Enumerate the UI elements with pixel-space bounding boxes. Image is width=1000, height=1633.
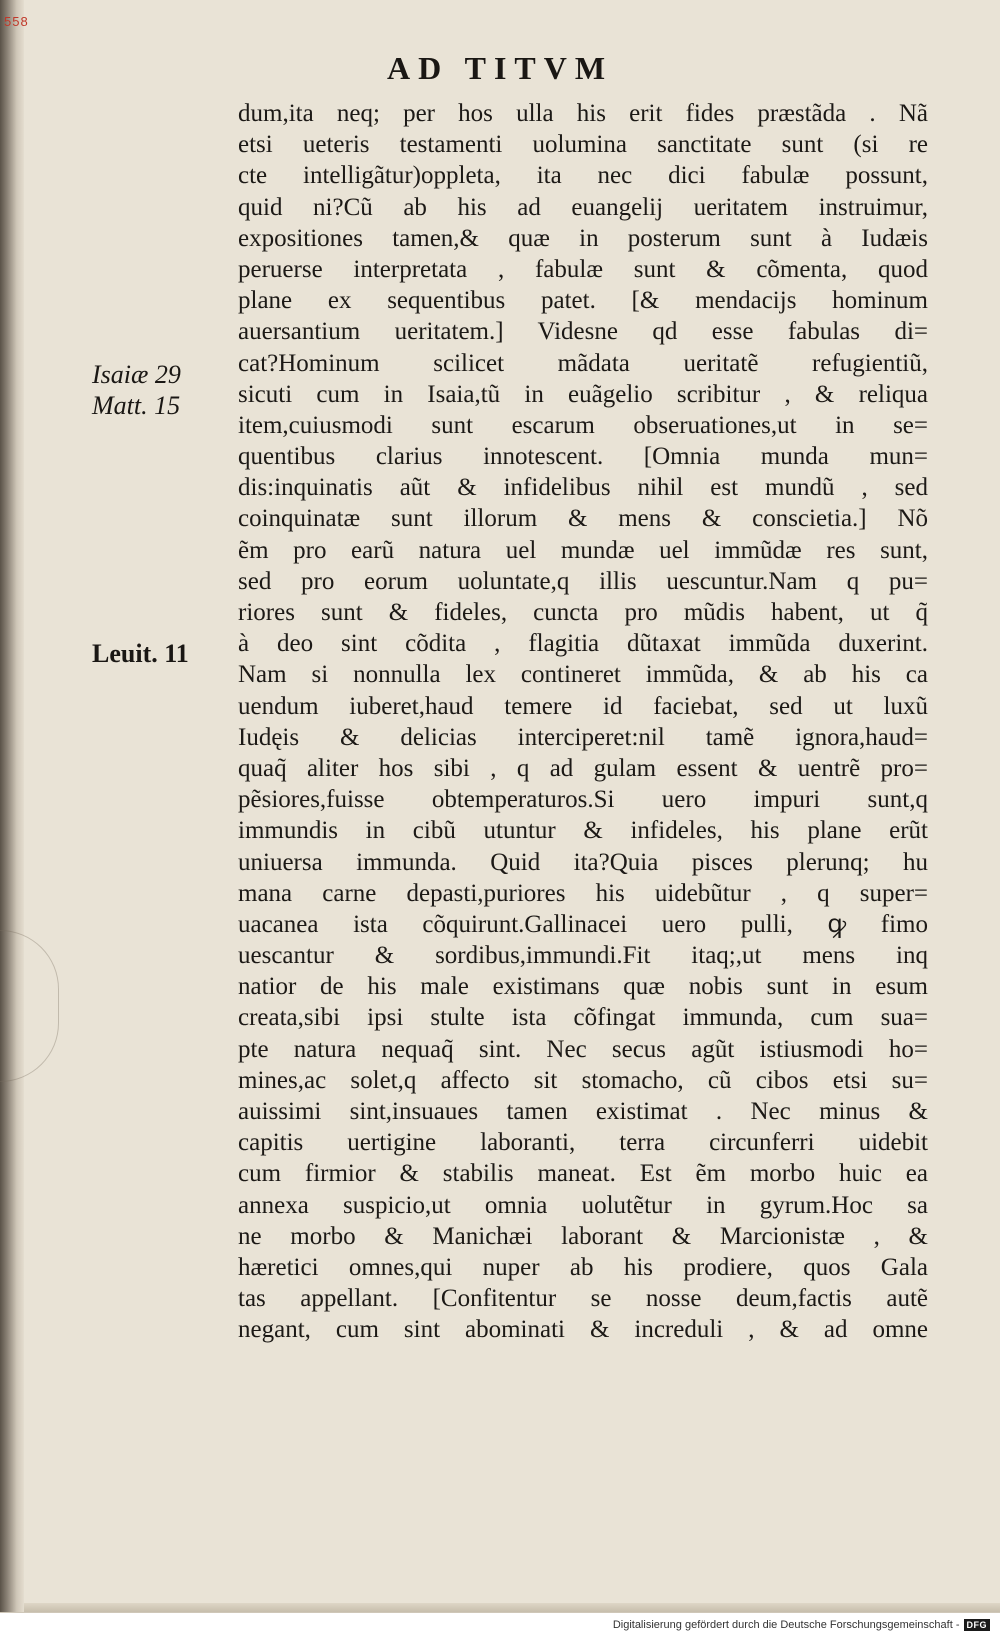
text-line: dum,ita neq; per hos ulla his erit fides præstãda . Nã: [238, 100, 928, 127]
text-line: negant, cum sint abominati & increduli , & ad omne: [238, 1316, 928, 1344]
text-line: ẽm pro earũ natura uel mundæ uel immũdæ res sunt,: [238, 536, 928, 564]
margin-note-isaiah: Isaiæ 29: [92, 360, 181, 389]
digitization-footer: [613, 1619, 990, 1631]
text-line: uendum iuberet,haud temere id faciebat, sed ut luxũ: [238, 692, 928, 720]
margin-note-matthew: Matt. 15: [92, 391, 181, 420]
text-line: capitis uertigine laboranti, terra circunferri uidebit: [238, 1129, 928, 1157]
text-line: mines,ac solet,q affecto sit stomacho, cũ cibos etsi su=: [238, 1066, 928, 1094]
text-line: sed pro eorum uoluntate,q illis uescuntur.Nam q pu=: [238, 567, 928, 595]
running-head: AD TITVM: [386, 50, 614, 86]
text-line: auissimi sint,insuaues tamen existimat . Nec minus &: [238, 1098, 928, 1125]
text-line: creata,sibi ipsi stulte ista cõfingat immunda, cum sua=: [238, 1004, 928, 1032]
text-line: cat?Hominum scilicet mãdata ueritatẽ refugientiũ,: [238, 349, 928, 377]
text-line: quentibus clarius innotescent. [Omnia munda mun=: [238, 443, 928, 471]
text-line: tas appellant. [Confitentur se nosse deum,factis autẽ: [238, 1285, 928, 1313]
text-line: Iudęis & delicias interciperet:nil tamẽ ignora,haud=: [238, 723, 928, 751]
text-line: ne morbo & Manichæi laborant & Marcionistæ , &: [238, 1222, 928, 1250]
footer-credit: Digitalisierung gefördert durch die Deutsche Forschungsgemeinschaft -: [612, 1619, 960, 1631]
text-line: uescantur & sordibus,immundi.Fit itaq;,ut mens inq: [238, 942, 928, 970]
text-line: plane ex sequentibus patet. [& mendacijs hominum: [238, 287, 928, 315]
margin-note-leviticus: Leuit. 11: [92, 639, 189, 668]
text-line: à deo sint cõdita , flagitia dũtaxat immũda duxerint.: [238, 630, 928, 658]
text-line: peruerse interpretata , fabulæ sunt & cõmenta, quod: [238, 255, 928, 283]
text-line: quaq̃ aliter hos sibi , q ad gulam essent & uentrẽ pro=: [238, 754, 928, 782]
text-line: item,cuiusmodi sunt escarum obseruationes,ut in se=: [238, 411, 928, 439]
text-line: cte intelligãtur)oppleta, ita nec dici fabulæ possunt,: [238, 162, 928, 190]
text-line: quid ni?Cũ ab his ad euangelij ueritatem instruimur,: [238, 193, 928, 221]
dfg-logo: DFG: [964, 1619, 991, 1631]
text-line: natior de his male existimans quæ nobis sunt in esum: [238, 973, 928, 1001]
text-line: annexa suspicio,ut omnia uolutẽtur in gyrum.Hoc sa: [238, 1191, 928, 1219]
main-text-block: [238, 98, 928, 1346]
text-line: uacanea ista cõquirunt.Gallinacei uero pulli, ꝙ fimo: [238, 910, 928, 938]
text-line: etsi ueteris testamenti uolumina sanctitate sunt (si re: [238, 131, 928, 159]
text-line: hæretici omnes,qui nuper ab his prodiere, quos Gala: [238, 1253, 928, 1281]
corner-mark: 558: [4, 14, 29, 29]
text-line: pẽsiores,fuisse obtemperaturos.Si uero impuri sunt,q: [238, 786, 928, 814]
book-gutter: [0, 0, 24, 1633]
text-line: pte natura nequaq̃ sint. Nec secus agũt istiusmodi ho=: [238, 1035, 928, 1063]
text-line: coinquinatæ sunt illorum & mens & conscietia.] Nõ: [238, 505, 928, 533]
text-line: dis:inquinatis aũt & infidelibus nihil est mundũ , sed: [238, 474, 928, 502]
text-line: mana carne depasti,puriores his uidebũtur , q super=: [238, 879, 928, 907]
text-line: immundis in cibũ utuntur & infideles, his plane erũt: [238, 817, 928, 845]
text-line: uniuersa immunda. Quid ita?Quia pisces plerunq; hu: [238, 848, 928, 876]
text-line: riores sunt & fideles, cuncta pro mũdis habent, ut q̃: [238, 599, 928, 626]
text-line: expositiones tamen,& quæ in posterum sunt à Iudæis: [238, 224, 928, 252]
page-fold-shadow: [0, 930, 59, 1082]
text-line: Nam si nonnulla lex contineret immũda, & ab his ca: [238, 661, 928, 689]
text-line: auersantium ueritatem.] Videsne qd esse fabulas di=: [238, 318, 928, 346]
text-line: cum firmior & stabilis maneat. Est ẽm morbo huic ea: [238, 1160, 928, 1188]
text-line: sicuti cum in Isaia,tũ in euãgelio scribitur , & reliqua: [238, 380, 928, 408]
